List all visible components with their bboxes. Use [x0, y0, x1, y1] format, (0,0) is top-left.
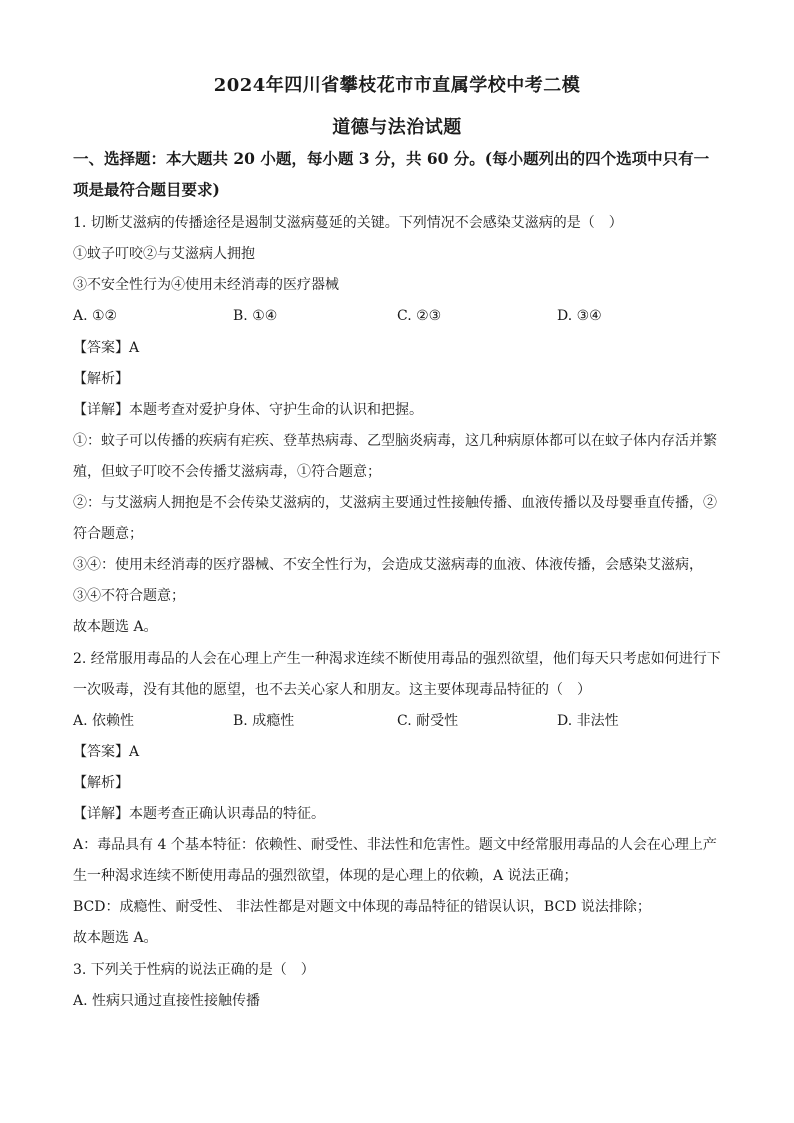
q1-conclusion: 故本题选 A。 [73, 619, 158, 635]
q1-analysis-label: 【解析】 [73, 371, 129, 387]
q1-option-c: C. ②③ [397, 308, 442, 324]
q1-answer: 【答案】A [73, 340, 140, 356]
q1-detail-line: ①：蚊子可以传播的疾病有疟疾、登革热病毒、乙型脑炎病毒，这几种病原体都可以在蚊子体内存活并繁 [73, 433, 717, 449]
q1-item-line1: ①蚊子叮咬②与艾滋病人拥抱 [73, 246, 255, 262]
q1-detail-line: ③④不符合题意； [73, 588, 185, 604]
q3-option-a: A. 性病只通过直接性接触传播 [73, 993, 261, 1009]
q2-stem-line1: 2. 经常服用毒品的人会在心理上产生一种渴求连续不断使用毒品的强烈欲望，他们每天只考虑如何进行下 [73, 651, 721, 667]
q2-detail-line: A：毒品具有 4 个基本特征：依赖性、耐受性、非法性和危害性。题文中经常服用毒品的人会在心理上产 [73, 837, 717, 853]
q1-detail-line: ③④：使用未经消毒的医疗器械、不安全性行为，会造成艾滋病毒的血液、体液传播，会感染艾滋病， [73, 557, 703, 573]
page-title: 2024年四川省攀枝花市市直属学校中考二模 [213, 75, 581, 96]
q2-detail-line: 【详解】本题考查正确认识毒品的特征。 [73, 806, 325, 822]
q1-item-line2: ③不安全性行为④使用未经消毒的医疗器械 [73, 277, 339, 293]
q1-detail-line: 符合题意； [73, 526, 143, 542]
q1-option-d: D. ③④ [557, 308, 602, 324]
q1-option-a: A. ①② [73, 308, 118, 324]
q2-analysis-label: 【解析】 [73, 775, 129, 791]
q2-conclusion: 故本题选 A。 [73, 930, 158, 946]
q1-detail-line: 殖，但蚊子叮咬不会传播艾滋病毒，①符合题意； [73, 464, 381, 480]
q2-answer: 【答案】A [73, 744, 140, 760]
section-heading-line2: 项是最符合题目要求) [73, 180, 220, 199]
q2-detail-line: 生一种渴求连续不断使用毒品的强烈欲望，体现的是心理上的依赖，A 说法正确； [73, 868, 578, 884]
q2-option-d: D. 非法性 [557, 713, 619, 729]
q1-stem: 1. 切断艾滋病的传播途径是遏制艾滋病蔓延的关键。下列情况不会感染艾滋病的是（ ） [73, 215, 623, 231]
q2-detail-line: BCD：成瘾性、耐受性、 非法性都是对题文中体现的毒品特征的错误认识，BCD 说法排除； [73, 899, 651, 915]
q1-detail-line: 【详解】本题考查对爱护身体、守护生命的认识和把握。 [73, 402, 423, 418]
q1-detail-line: ②：与艾滋病人拥抱是不会传染艾滋病的，艾滋病主要通过性接触传播、血液传播以及母婴垂直传播，② [73, 495, 717, 511]
q2-option-a: A. 依赖性 [73, 713, 135, 729]
q1-option-b: B. ①④ [233, 308, 278, 324]
q3-stem: 3. 下列关于性病的说法正确的是（ ） [73, 962, 315, 978]
q2-stem-line2: 一次吸毒，没有其他的愿望，也不去关心家人和朋友。这主要体现毒品特征的（ ） [73, 682, 591, 698]
q2-option-c: C. 耐受性 [397, 713, 459, 729]
section-heading-line1: 一、选择题：本大题共 20 小题，每小题 3 分，共 60 分。(每小题列出的四个选项中只有一 [73, 149, 710, 168]
q2-option-b: B. 成瘾性 [233, 713, 295, 729]
page-subtitle: 道德与法治试题 [332, 117, 462, 138]
